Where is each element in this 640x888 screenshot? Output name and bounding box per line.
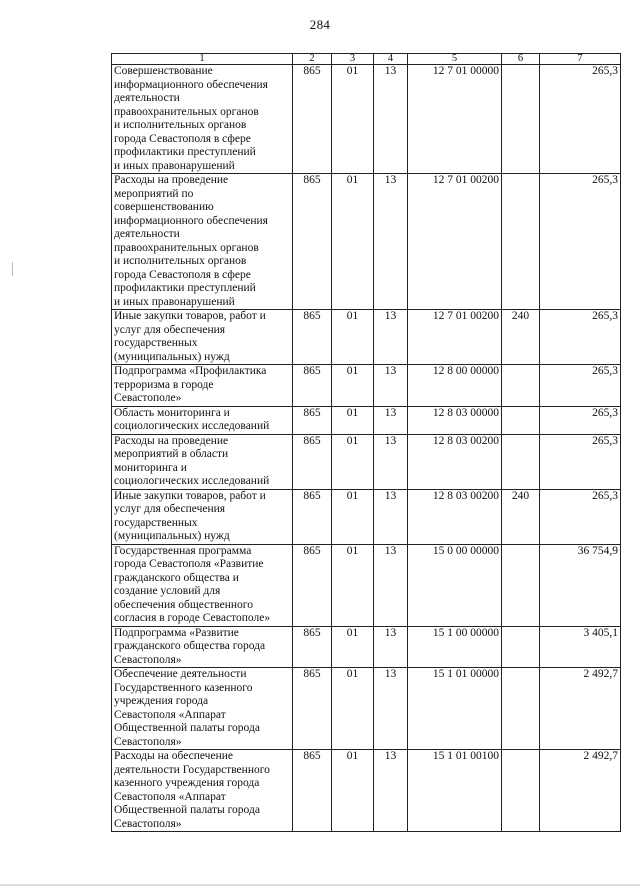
row-grbs-cell: 865 [293, 544, 332, 626]
row-amount-cell: 265,3 [540, 365, 621, 407]
row-section-cell: 01 [332, 544, 374, 626]
row-grbs-cell: 865 [293, 489, 332, 544]
row-name-cell: Область мониторинга и социологических исследований [112, 406, 293, 434]
table-row [112, 668, 621, 750]
row-name-cell: Расходы на обеспечение деятельности Государственного казенного учреждения города Севастополя «Аппарат Общественной палаты города Севастополя» [112, 750, 293, 832]
row-subsection-cell: 13 [374, 310, 408, 365]
row-target-code-cell: 15 1 01 00100 [408, 750, 502, 832]
row-target-code-cell: 12 8 03 00200 [408, 489, 502, 544]
row-name-cell: Иные закупки товаров, работ и услуг для обеспечения государственных (муниципальных) нужд [112, 310, 293, 365]
row-amount-cell: 3 405,1 [540, 626, 621, 668]
header-cell: 3 [332, 54, 374, 65]
row-expense-type-cell [502, 65, 540, 174]
table-row [112, 544, 621, 626]
row-amount-cell: 265,3 [540, 434, 621, 489]
row-expense-type-cell [502, 174, 540, 310]
row-amount-cell: 2 492,7 [540, 750, 621, 832]
row-subsection-cell: 13 [374, 626, 408, 668]
table-row [112, 174, 621, 310]
row-amount-cell: 36 754,9 [540, 544, 621, 626]
row-name-cell: Совершенствование информационного обеспечения деятельности правоохранительных органов и исполнительных органов города Севастополя в сфере профилактики преступлений и иных правонарушений [112, 65, 293, 174]
header-cell: 2 [293, 54, 332, 65]
row-section-cell: 01 [332, 310, 374, 365]
row-target-code-cell: 12 7 01 00200 [408, 310, 502, 365]
row-expense-type-cell [502, 668, 540, 750]
row-target-code-cell: 15 1 00 00000 [408, 626, 502, 668]
row-amount-cell: 265,3 [540, 406, 621, 434]
page-number: 284 [309, 17, 331, 32]
row-target-code-cell: 12 7 01 00000 [408, 65, 502, 174]
row-name-cell: Расходы на проведение мероприятий в области мониторинга и социологических исследований [112, 434, 293, 489]
row-grbs-cell: 865 [293, 406, 332, 434]
row-grbs-cell: 865 [293, 750, 332, 832]
header-cell: 6 [502, 54, 540, 65]
row-section-cell: 01 [332, 365, 374, 407]
row-name-cell: Подпрограмма «Развитие гражданского общества города Севастополя» [112, 626, 293, 668]
row-expense-type-cell: 240 [502, 489, 540, 544]
row-amount-cell: 2 492,7 [540, 668, 621, 750]
table-row [112, 310, 621, 365]
row-target-code-cell: 12 8 00 00000 [408, 365, 502, 407]
scan-artifact [12, 262, 13, 276]
row-name-cell: Иные закупки товаров, работ и услуг для обеспечения государственных (муниципальных) нужд [112, 489, 293, 544]
row-subsection-cell: 13 [374, 544, 408, 626]
budget-table [111, 53, 621, 832]
row-section-cell: 01 [332, 406, 374, 434]
header-row [112, 54, 621, 65]
row-subsection-cell: 13 [374, 668, 408, 750]
row-expense-type-cell [502, 750, 540, 832]
header-cell: 5 [408, 54, 502, 65]
row-expense-type-cell [502, 406, 540, 434]
row-section-cell: 01 [332, 65, 374, 174]
row-subsection-cell: 13 [374, 365, 408, 407]
row-target-code-cell: 15 0 00 00000 [408, 544, 502, 626]
row-subsection-cell: 13 [374, 174, 408, 310]
row-name-cell: Расходы на проведение мероприятий по совершенствованию информационного обеспечения деятельности правоохранительных органов и исполнительных органов города Севастополя в сфере профилактики преступлений и иных правонарушений [112, 174, 293, 310]
row-grbs-cell: 865 [293, 310, 332, 365]
row-grbs-cell: 865 [293, 626, 332, 668]
row-amount-cell: 265,3 [540, 489, 621, 544]
row-grbs-cell: 865 [293, 65, 332, 174]
row-section-cell: 01 [332, 750, 374, 832]
row-grbs-cell: 865 [293, 668, 332, 750]
row-expense-type-cell: 240 [502, 310, 540, 365]
row-section-cell: 01 [332, 174, 374, 310]
header-cell: 1 [112, 54, 293, 65]
row-target-code-cell: 12 7 01 00200 [408, 174, 502, 310]
row-target-code-cell: 12 8 03 00000 [408, 406, 502, 434]
row-name-cell: Государственная программа города Севастополя «Развитие гражданского общества и создание условий для обеспечения общественного согласия в городе Севастополе» [112, 544, 293, 626]
row-section-cell: 01 [332, 434, 374, 489]
row-amount-cell: 265,3 [540, 65, 621, 174]
table-row [112, 750, 621, 832]
row-section-cell: 01 [332, 489, 374, 544]
header-cell: 7 [540, 54, 621, 65]
row-grbs-cell: 865 [293, 434, 332, 489]
row-expense-type-cell [502, 365, 540, 407]
row-expense-type-cell [502, 544, 540, 626]
row-amount-cell: 265,3 [540, 310, 621, 365]
table-body [112, 65, 621, 832]
row-section-cell: 01 [332, 668, 374, 750]
table-row [112, 489, 621, 544]
row-subsection-cell: 13 [374, 750, 408, 832]
table-row [112, 65, 621, 174]
row-subsection-cell: 13 [374, 406, 408, 434]
row-name-cell: Подпрограмма «Профилактика терроризма в городе Севастополе» [112, 365, 293, 407]
row-subsection-cell: 13 [374, 489, 408, 544]
row-name-cell: Обеспечение деятельности Государственного казенного учреждения города Севастополя «Аппарат Общественной палаты города Севастополя» [112, 668, 293, 750]
row-expense-type-cell [502, 434, 540, 489]
table-row [112, 434, 621, 489]
scan-edge [0, 884, 640, 886]
row-expense-type-cell [502, 626, 540, 668]
row-subsection-cell: 13 [374, 65, 408, 174]
row-grbs-cell: 865 [293, 365, 332, 407]
row-amount-cell: 265,3 [540, 174, 621, 310]
row-section-cell: 01 [332, 626, 374, 668]
header-cell: 4 [374, 54, 408, 65]
row-target-code-cell: 12 8 03 00200 [408, 434, 502, 489]
table-row [112, 365, 621, 407]
table-row [112, 406, 621, 434]
table-row [112, 626, 621, 668]
row-target-code-cell: 15 1 01 00000 [408, 668, 502, 750]
row-subsection-cell: 13 [374, 434, 408, 489]
row-grbs-cell: 865 [293, 174, 332, 310]
